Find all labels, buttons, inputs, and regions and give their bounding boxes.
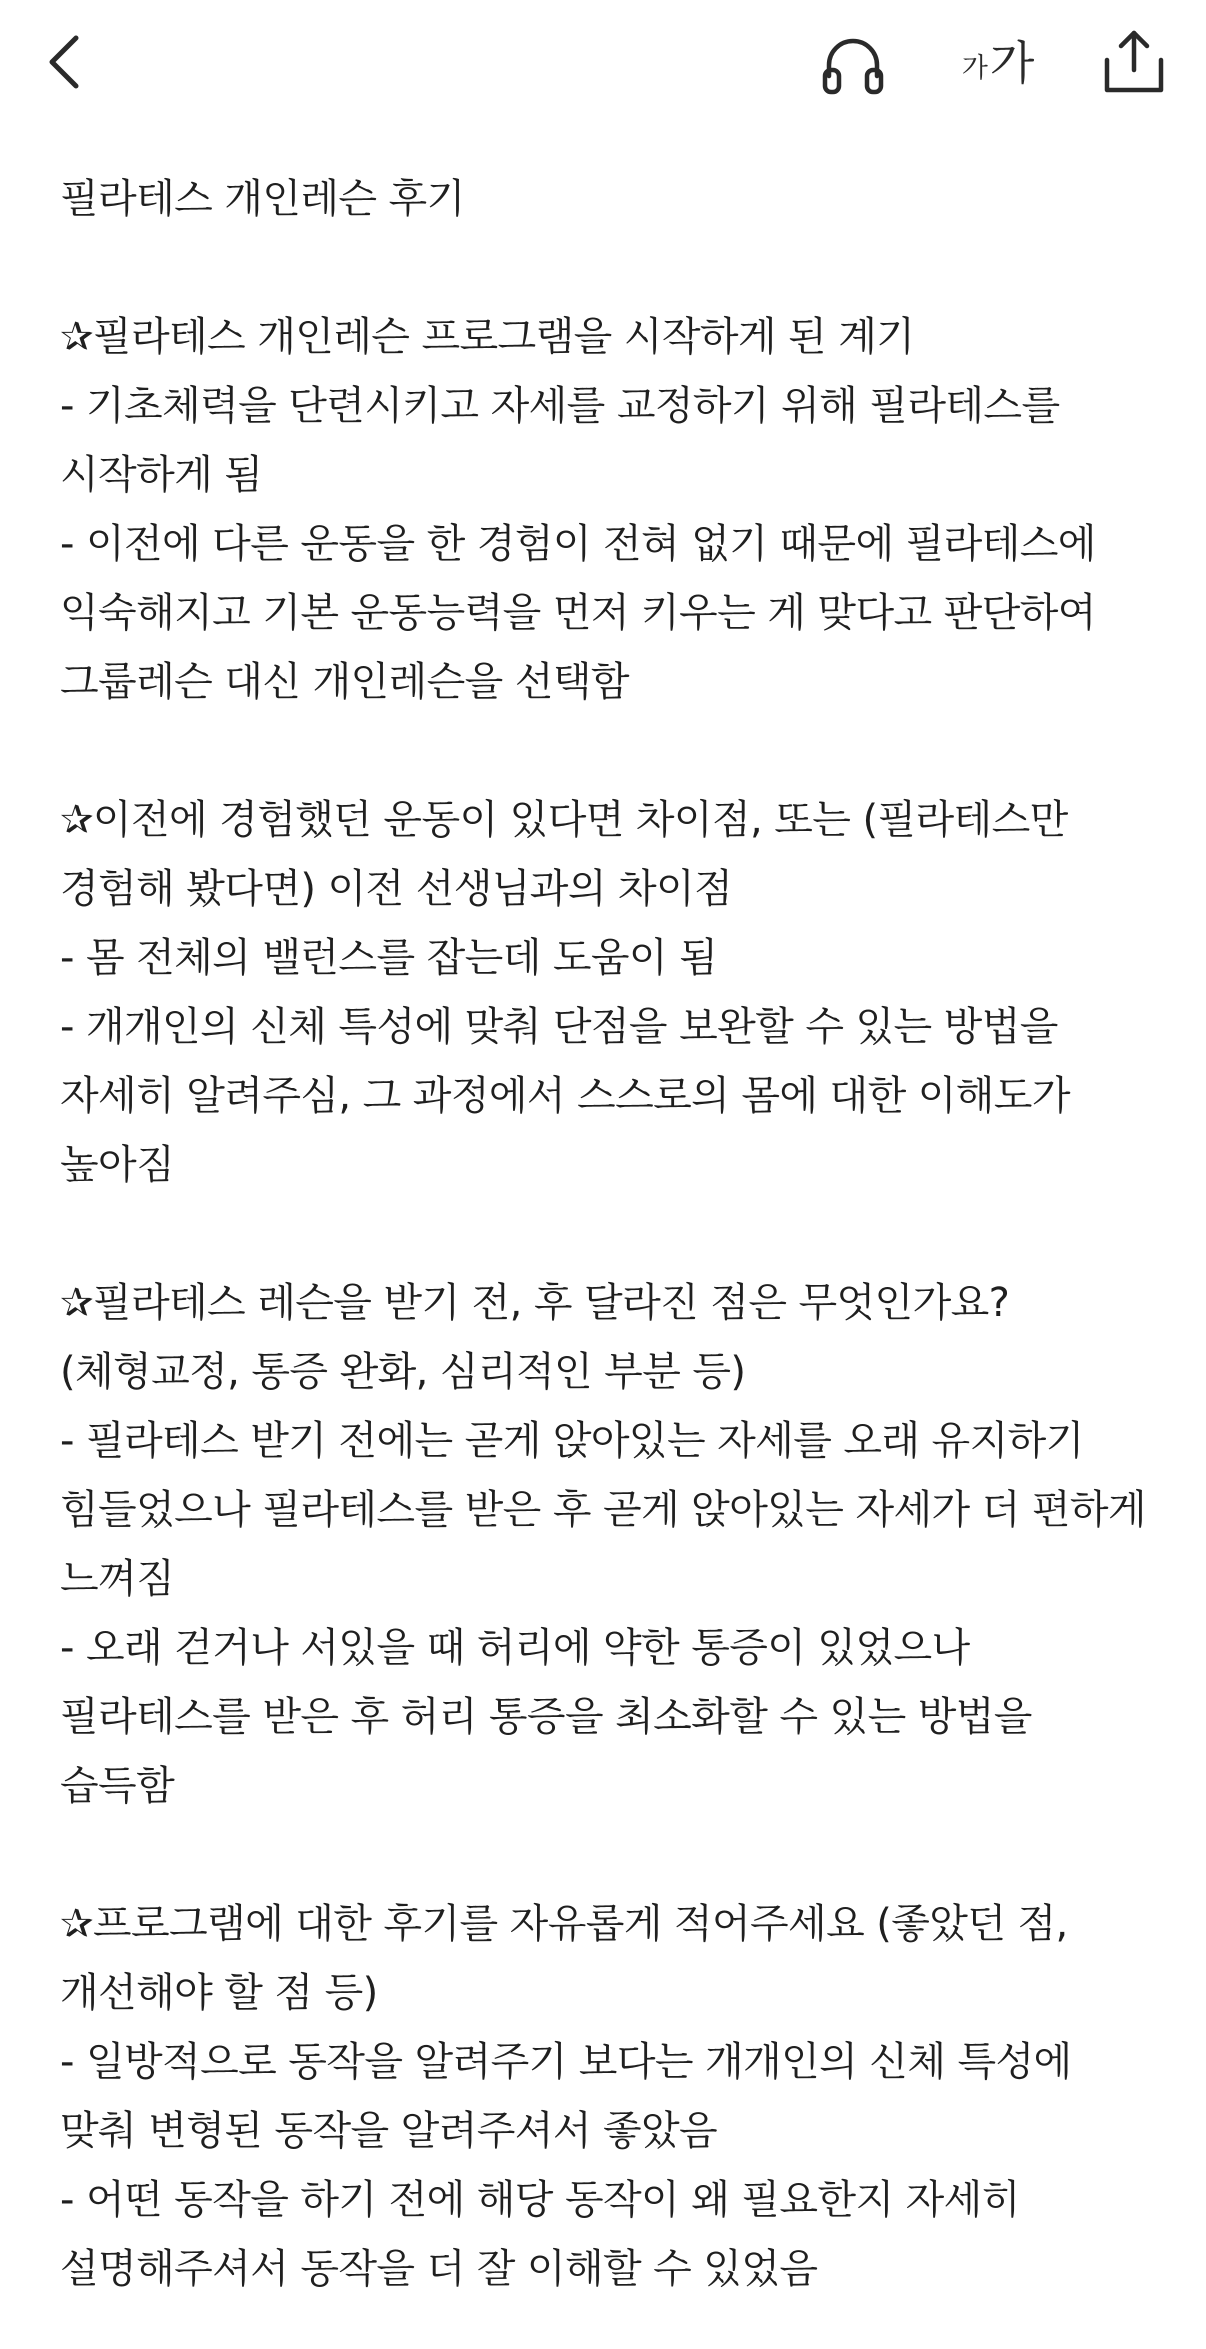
top-toolbar bbox=[0, 0, 1206, 130]
spacer bbox=[60, 717, 1150, 786]
spacer bbox=[60, 1821, 1150, 1890]
back-button[interactable] bbox=[28, 26, 100, 98]
section-heading: ✰이전에 경험했던 운동이 있다면 차이점, 또는 (필라테스만 경험해 봤다면) 이전 선생님과의 차이점 bbox=[60, 797, 1080, 912]
listen-button[interactable] bbox=[815, 26, 891, 102]
section-heading: ✰필라테스 개인레슨 프로그램을 시작하게 된 계기 bbox=[60, 314, 915, 360]
chevron-left-icon bbox=[44, 32, 84, 92]
share-button[interactable] bbox=[1094, 22, 1174, 102]
font-size-large-glyph: 가 bbox=[989, 36, 1035, 90]
section-item: - 몸 전체의 밸런스를 잡는데 도움이 됨 bbox=[60, 935, 718, 981]
section-item: - 필라테스 받기 전에는 곧게 앉아있는 자세를 오래 유지하기 힘들었으나 필라테스를 받은 후 곧게 앉아있는 자세가 더 편하게 느껴짐 bbox=[60, 1418, 1159, 1602]
section-item: - 이전에 다른 운동을 한 경험이 전혀 없기 때문에 필라테스에 익숙해지고 기본 운동능력을 먼저 키우는 게 맞다고 판단하여 그룹레슨 대신 개인레슨을 선택함 bbox=[60, 521, 1108, 705]
spacer bbox=[60, 234, 1150, 303]
section-item: - 오래 걷거나 서있을 때 허리에 약한 통증이 있었으나 필라테스를 받은 후 허리 통증을 최소화할 수 있는 방법을 습득함 bbox=[60, 1625, 1044, 1809]
font-size-small-glyph: 가 bbox=[961, 53, 988, 84]
spacer bbox=[60, 1200, 1150, 1269]
section-item: - 개개인의 신체 특성에 맞춰 단점을 보완할 수 있는 방법을 자세히 알려주심, 그 과정에서 스스로의 몸에 대한 이해도가 높아짐 bbox=[60, 1004, 1083, 1188]
share-icon bbox=[1101, 28, 1167, 96]
article-body bbox=[60, 165, 1159, 2304]
section-heading: ✰필라테스 레슨을 받기 전, 후 달라진 점은 무엇인가요? (체형교정, 통증 완화, 심리적인 부분 등) bbox=[60, 1280, 1022, 1395]
section-item: - 일방적으로 동작을 알려주기 보다는 개개인의 신체 특성에 맞춰 변형된 동작을 알려주셔서 좋았음 bbox=[60, 2039, 1084, 2154]
section-item: - 기초체력을 단련시키고 자세를 교정하기 위해 필라테스를 시작하게 됨 bbox=[60, 383, 1072, 498]
article-title: 필라테스 개인레슨 후기 bbox=[60, 176, 465, 222]
section-heading: ✰프로그램에 대한 후기를 자유롭게 적어주세요 (좋았던 점, 개선해야 할 점 등) bbox=[60, 1901, 1080, 2016]
font-size-icon bbox=[961, 36, 1035, 90]
headphones-icon bbox=[820, 32, 886, 96]
section-item: - 어떤 동작을 하기 전에 해당 동작이 왜 필요한지 자세히 설명해주셔서 동작을 더 잘 이해할 수 있었음 bbox=[60, 2177, 1032, 2292]
font-size-button[interactable] bbox=[948, 24, 1048, 102]
